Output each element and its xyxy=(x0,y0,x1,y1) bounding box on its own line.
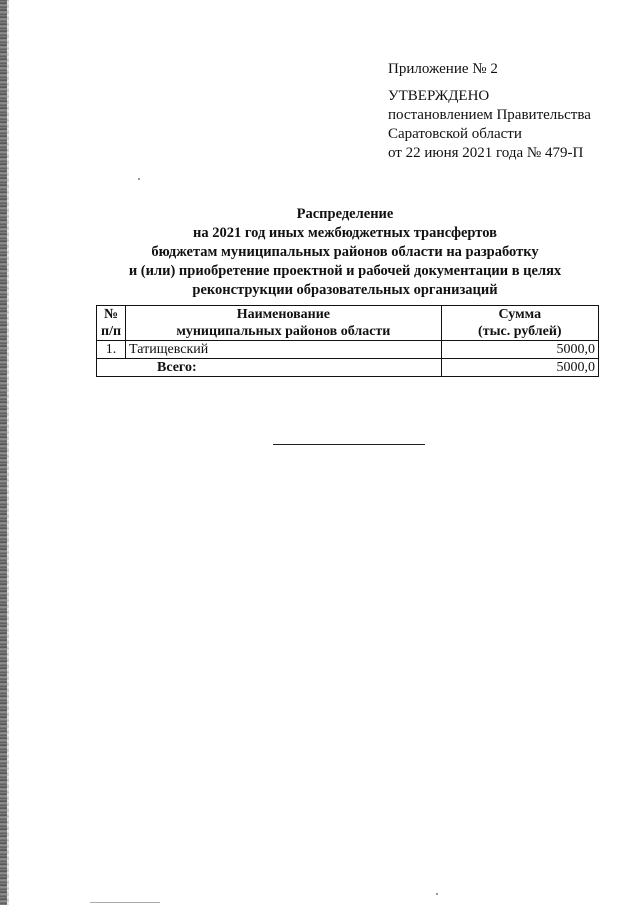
scan-left-edge-shadow xyxy=(7,0,9,905)
header-number-line-2: п/п xyxy=(101,324,122,339)
row-number: 1. xyxy=(97,341,126,359)
title-line-1: Распределение xyxy=(296,206,394,222)
distribution-table xyxy=(96,305,599,377)
header-sum xyxy=(441,306,598,341)
header-number xyxy=(97,306,126,341)
title-line-2: на 2021 год иных межбюджетных трансфертов xyxy=(193,225,497,241)
row-sum: 5000,0 xyxy=(441,341,598,359)
total-row xyxy=(97,359,599,377)
closing-separator-line xyxy=(273,444,425,445)
scan-speck xyxy=(138,178,140,180)
title-line-4: и (или) приобретение проектной и рабочей документации в целях xyxy=(128,263,562,279)
title-line-5: реконструкции образовательных организаций xyxy=(192,282,498,298)
scan-bottom-edge xyxy=(90,902,160,903)
approved-label: УТВЕРЖДЕНО xyxy=(388,88,490,104)
row-district-name: Татищевский xyxy=(126,341,442,359)
header-sum-line-1: Сумма xyxy=(498,307,542,322)
scan-speck xyxy=(436,893,438,895)
header-name-line-1: Наименование xyxy=(236,307,331,322)
approval-line-1: постановлением Правительства xyxy=(388,107,591,123)
title-line-3: бюджетам муниципальных районов области на разработку xyxy=(151,244,539,260)
approval-block xyxy=(388,60,628,163)
scan-left-edge xyxy=(0,0,7,905)
total-sum: 5000,0 xyxy=(441,359,598,377)
table-row xyxy=(97,341,599,359)
header-name xyxy=(126,306,442,341)
annex-number: Приложение № 2 xyxy=(388,61,498,77)
document-title xyxy=(90,205,600,300)
approval-line-3: от 22 июня 2021 года № 479-П xyxy=(388,145,584,161)
header-number-line-1: № xyxy=(103,307,119,322)
header-name-line-2: муниципальных районов области xyxy=(176,324,391,339)
approval-line-2: Саратовской области xyxy=(388,126,522,142)
table-header-row xyxy=(97,306,599,341)
total-label: Всего: xyxy=(97,359,442,377)
header-sum-line-2: (тыс. рублей) xyxy=(478,324,562,339)
